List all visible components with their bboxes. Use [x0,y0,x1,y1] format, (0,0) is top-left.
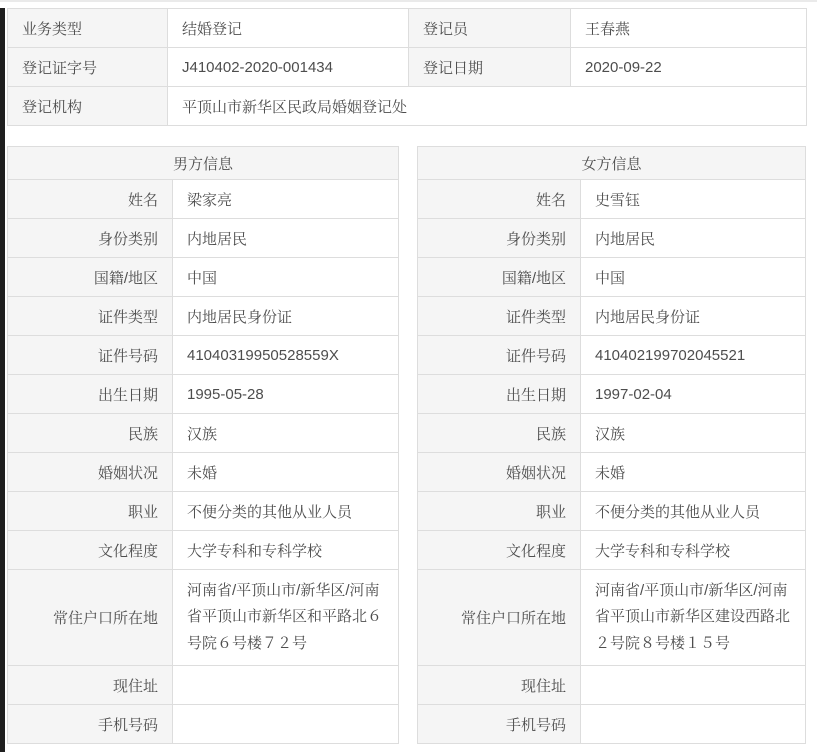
field-value-cell: 不便分类的其他从业人员 [581,492,806,531]
table-row [418,375,806,414]
table-row [8,87,807,126]
table-row [418,531,806,570]
field-label-cell: 婚姻状况 [418,453,581,492]
table-row [418,414,806,453]
table-row [418,219,806,258]
field-label-cell: 姓名 [418,180,581,219]
table-row [8,570,399,666]
page-top-divider [0,0,817,2]
field-label-cell: 文化程度 [8,531,173,570]
field-label-cell: 手机号码 [418,705,581,744]
female-info-title: 女方信息 [418,147,806,180]
field-label-cell: 证件类型 [418,297,581,336]
field-value-cell [173,705,399,744]
table-row [8,180,399,219]
field-value-cell: 内地居民身份证 [173,297,399,336]
field-label-cell: 民族 [8,414,173,453]
registrar-value: 王春燕 [571,9,807,48]
field-label-cell: 身份类别 [8,219,173,258]
field-label-cell: 身份类别 [418,219,581,258]
field-label-cell: 姓名 [8,180,173,219]
field-value-cell: 大学专科和专科学校 [581,531,806,570]
field-value-cell [173,666,399,705]
field-value-cell: 不便分类的其他从业人员 [173,492,399,531]
cert-no-label: 登记证字号 [8,48,168,87]
field-value-cell: 汉族 [581,414,806,453]
field-value-cell: 中国 [173,258,399,297]
table-row [8,147,399,180]
field-label-cell: 职业 [418,492,581,531]
table-row [418,453,806,492]
reg-date-label: 登记日期 [409,48,571,87]
field-value-cell: 未婚 [173,453,399,492]
table-row [8,531,399,570]
left-edge-strip [0,8,5,752]
field-value-cell: 梁家亮 [173,180,399,219]
field-label-cell: 国籍/地区 [8,258,173,297]
table-row [8,336,399,375]
field-label-cell: 常住户口所在地 [418,570,581,666]
table-row [418,705,806,744]
table-row [418,492,806,531]
field-label-cell: 文化程度 [418,531,581,570]
table-row [8,414,399,453]
male-info-table [7,146,399,744]
field-value-cell: 41040319950528559X [173,336,399,375]
registrar-label: 登记员 [409,9,571,48]
field-value-cell [581,705,806,744]
field-value-cell: 内地居民 [173,219,399,258]
table-row [8,705,399,744]
field-value-cell: 1997-02-04 [581,375,806,414]
field-label-cell: 出生日期 [418,375,581,414]
table-row [8,258,399,297]
table-row [8,297,399,336]
table-row [418,297,806,336]
table-row [8,219,399,258]
table-row [418,570,806,666]
table-row [418,147,806,180]
business-type-value: 结婚登记 [168,9,409,48]
field-label-cell: 证件号码 [418,336,581,375]
reg-date-value: 2020-09-22 [571,48,807,87]
field-value-cell: 中国 [581,258,806,297]
table-row [8,9,807,48]
field-label-cell: 现住址 [8,666,173,705]
field-value-cell: 史雪钰 [581,180,806,219]
field-label-cell: 现住址 [418,666,581,705]
field-value-cell: 大学专科和专科学校 [173,531,399,570]
reg-org-value: 平顶山市新华区民政局婚姻登记处 [168,87,807,126]
field-value-cell: 汉族 [173,414,399,453]
field-label-cell: 民族 [418,414,581,453]
field-label-cell: 证件号码 [8,336,173,375]
field-value-cell: 未婚 [581,453,806,492]
field-label-cell: 手机号码 [8,705,173,744]
table-row [8,666,399,705]
field-value-cell: 河南省/平顶山市/新华区/河南省平顶山市新华区建设西路北２号院８号楼１５号 [581,570,806,666]
table-row [418,180,806,219]
table-row [8,453,399,492]
field-value-cell: 河南省/平顶山市/新华区/河南省平顶山市新华区和平路北６号院６号楼７２号 [173,570,399,666]
table-row [418,336,806,375]
field-label-cell: 职业 [8,492,173,531]
field-label-cell: 常住户口所在地 [8,570,173,666]
field-label-cell: 婚姻状况 [8,453,173,492]
table-row [8,375,399,414]
table-row [418,666,806,705]
field-label-cell: 国籍/地区 [418,258,581,297]
female-info-table [417,146,806,744]
field-value-cell: 内地居民身份证 [581,297,806,336]
field-value-cell: 内地居民 [581,219,806,258]
field-label-cell: 出生日期 [8,375,173,414]
cert-no-value: J410402-2020-001434 [168,48,409,87]
table-row [8,492,399,531]
field-label-cell: 证件类型 [8,297,173,336]
business-type-label: 业务类型 [8,9,168,48]
reg-org-label: 登记机构 [8,87,168,126]
table-row [8,48,807,87]
registration-summary-table [7,8,807,126]
field-value-cell [581,666,806,705]
field-value-cell: 410402199702045521 [581,336,806,375]
male-info-title: 男方信息 [8,147,399,180]
field-value-cell: 1995-05-28 [173,375,399,414]
table-row [418,258,806,297]
